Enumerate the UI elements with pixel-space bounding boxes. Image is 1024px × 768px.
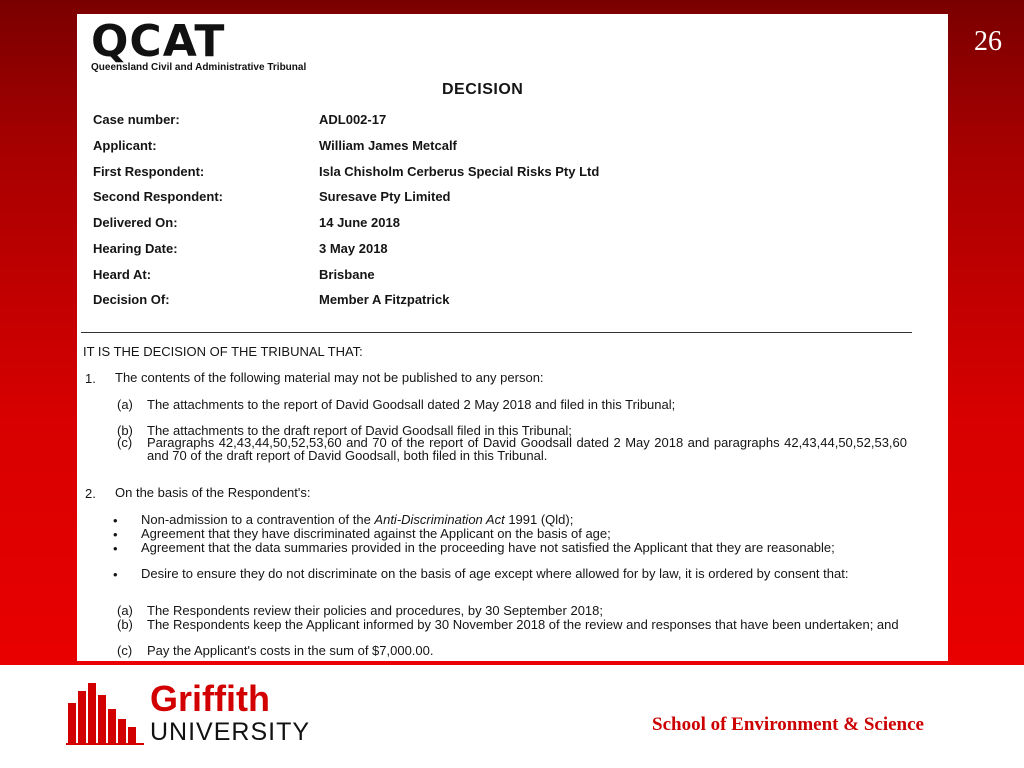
bullet-text: Agreement that they have discriminated against the Applicant on the basis of age; <box>141 526 611 541</box>
item-text: Paragraphs 42,43,44,50,52,53,60 and 70 of the report of David Goodsall dated 2 May 2018 and paragraphs 42,43,44,50,52,53,60 and 70 of the draft report of David Goodsall, both filed in this Tribunal. <box>147 435 907 463</box>
slide-number: 26 <box>974 26 1002 57</box>
bullet-icon: • <box>113 527 118 542</box>
case-row <box>93 215 913 235</box>
case-label: Decision Of: <box>93 292 170 307</box>
item-letter: (b) <box>117 617 133 632</box>
case-value: Isla Chisholm Cerberus Special Risks Pty Ltd <box>319 164 600 179</box>
griffith-logo-icon <box>66 681 144 745</box>
bullet-text <box>141 513 907 526</box>
item-letter: (c) <box>117 435 133 450</box>
item-text: The Respondents review their policies and procedures, by 30 September 2018; <box>147 603 603 618</box>
case-label: First Respondent: <box>93 164 205 179</box>
item-letter: (a) <box>117 603 133 618</box>
case-label: Heard At: <box>93 267 152 282</box>
case-value: Brisbane <box>319 267 375 282</box>
case-value: William James Metcalf <box>319 138 457 153</box>
case-value: Member A Fitzpatrick <box>319 292 450 307</box>
case-row <box>93 164 913 184</box>
slide-footer <box>0 665 1024 768</box>
item-text: The attachments to the report of David Goodsall dated 2 May 2018 and filed in this Tribunal; <box>147 397 676 412</box>
bullet-icon: • <box>113 541 118 556</box>
case-row <box>93 138 913 158</box>
university-name <box>150 679 310 745</box>
case-row <box>93 189 913 209</box>
divider-rule <box>81 332 912 333</box>
university-line2: UNIVERSITY <box>150 718 311 746</box>
case-label: Case number: <box>93 112 180 127</box>
university-line1: Griffith <box>150 678 270 719</box>
decision-heading: IT IS THE DECISION OF THE TRIBUNAL THAT: <box>83 344 363 359</box>
bullet-text: Desire to ensure they do not discriminate on the basis of age except where allowed for by law, it is ordered by consent that: <box>141 566 849 581</box>
document-title: DECISION <box>442 81 524 98</box>
order-text: On the basis of the Respondent's: <box>115 485 311 500</box>
bullet-text-part: 1991 (Qld); <box>504 512 574 527</box>
bullet-text-part: Non-admission to a contravention of the <box>141 512 375 527</box>
item-text: Pay the Applicant's costs in the sum of $7,000.00. <box>147 643 434 658</box>
bullet-icon: • <box>113 567 118 582</box>
bullet-icon: • <box>113 513 118 528</box>
case-value: 3 May 2018 <box>319 241 388 256</box>
item-text: The Respondents keep the Applicant informed by 30 November 2018 of the review and responses that have been undertaken; and <box>147 617 899 632</box>
decision-document <box>77 14 948 661</box>
item-letter: (b) <box>117 423 133 438</box>
order-text: The contents of the following material may not be published to any person: <box>115 370 544 385</box>
case-label: Delivered On: <box>93 215 178 230</box>
case-label: Applicant: <box>93 138 157 153</box>
order-number: 1. <box>85 371 96 386</box>
case-label: Second Respondent: <box>93 189 224 204</box>
case-row <box>93 292 913 312</box>
item-letter: (c) <box>117 643 133 658</box>
qcat-logo: QCAT <box>91 16 226 67</box>
order-number: 2. <box>85 486 96 501</box>
case-value: Suresave Pty Limited <box>319 189 451 204</box>
item-text: The attachments to the draft report of David Goodsall filed in this Tribunal; <box>147 423 572 438</box>
tribunal-name: Queensland Civil and Administrative Tribunal <box>91 62 307 73</box>
act-title: Anti-Discrimination Act <box>374 512 505 527</box>
case-row <box>93 267 913 287</box>
school-name: School of Environment & Science <box>652 714 924 735</box>
case-value: 14 June 2018 <box>319 215 400 230</box>
item-letter: (a) <box>117 397 133 412</box>
bullet-text: Agreement that the data summaries provided in the proceeding have not satisfied the Applicant that they are reasonable; <box>141 540 835 555</box>
case-label: Hearing Date: <box>93 241 178 256</box>
case-value: ADL002-17 <box>319 112 387 127</box>
case-row <box>93 112 913 132</box>
case-row <box>93 241 913 261</box>
